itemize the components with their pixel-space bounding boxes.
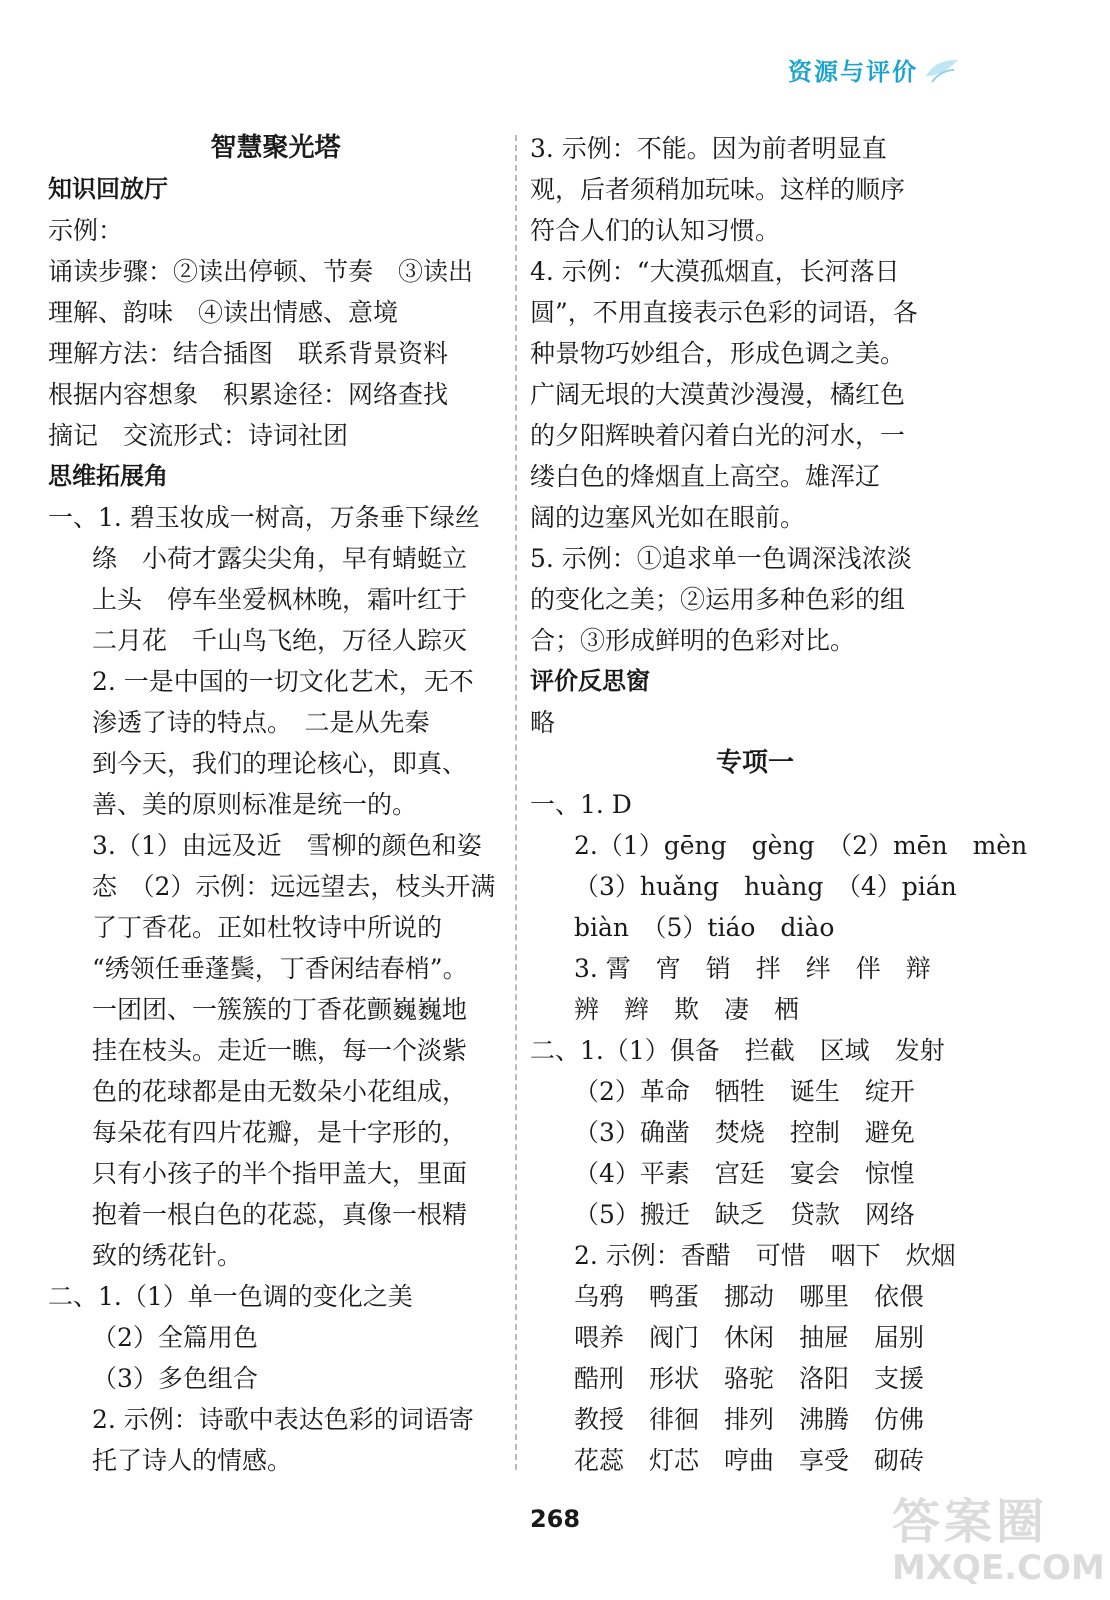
section-heading: 思维拓展角 bbox=[48, 462, 168, 490]
text-line: 态 （2）示例：远远望去，枝头开满 bbox=[92, 872, 496, 901]
text-line: 教授 徘徊 排列 沸腾 仿佛 bbox=[574, 1405, 925, 1434]
text-line: 了丁香花。正如杜牧诗中所说的 bbox=[92, 913, 443, 942]
text-line: 托了诗人的情感。 bbox=[92, 1446, 293, 1475]
text-line: 2.（1）gēng gèng （2）mēn mèn bbox=[574, 831, 1028, 860]
text-line: 理解、韵味 ④读出情感、意境 bbox=[48, 298, 399, 327]
text-line: （2）革命 牺牲 诞生 绽开 bbox=[574, 1077, 915, 1106]
text-line: 乌鸦 鸭蛋 挪动 哪里 依偎 bbox=[574, 1282, 925, 1311]
text-line: 理解方法：结合插图 联系背景资料 bbox=[48, 339, 449, 368]
text-line: （3）多色组合 bbox=[92, 1364, 258, 1393]
text-line: 3.（1）由远及近 雪柳的颜色和姿 bbox=[92, 831, 482, 860]
text-line: 善、美的原则标准是统一的。 bbox=[92, 790, 418, 819]
text-line: “绣领任垂蓬鬓，丁香闲结春梢”。 bbox=[92, 954, 468, 983]
text-line: 渗透了诗的特点。 二是从先秦 bbox=[92, 708, 430, 737]
text-line: 辨 辫 欺 凄 栖 bbox=[574, 995, 800, 1024]
text-line: biàn （5）tiáo diào bbox=[574, 913, 835, 942]
text-line: 只有小孩子的半个指甲盖大，里面 bbox=[92, 1159, 468, 1188]
leaf-decoration-icon bbox=[924, 56, 960, 84]
column-divider bbox=[515, 135, 517, 1470]
text-line: 喂养 阀门 休闲 抽屉 届别 bbox=[574, 1323, 925, 1352]
text-line: 示例： bbox=[48, 216, 124, 245]
section-title: 专项一 bbox=[715, 748, 794, 778]
text-line: 根据内容想象 积累途径：网络查找 bbox=[48, 380, 449, 409]
text-line: 4. 示例：“大漠孤烟直，长河落日 bbox=[530, 257, 900, 286]
text-line: 2. 一是中国的一切文化艺术，无不 bbox=[92, 667, 474, 696]
text-line: 上头 停车坐爱枫林晚，霜叶红于 bbox=[92, 585, 468, 614]
text-line: 二月花 千山鸟飞绝，万径人踪灭 bbox=[92, 626, 468, 655]
text-line: 每朵花有四片花瓣，是十字形的， bbox=[92, 1118, 468, 1147]
text-line: 符合人们的认知习惯。 bbox=[530, 216, 781, 245]
text-line: 一、1. 碧玉妆成一树高，万条垂下绿丝 bbox=[48, 503, 480, 532]
text-line: 3. 示例：不能。因为前者明显直 bbox=[530, 134, 887, 163]
text-line: 挂在枝头。走近一瞧，每一个淡紫 bbox=[92, 1036, 468, 1065]
left-column bbox=[48, 128, 503, 1481]
text-line: 2. 示例：诗歌中表达色彩的词语寄 bbox=[92, 1405, 474, 1434]
text-line: （2）全篇用色 bbox=[92, 1323, 258, 1352]
text-line: 二、1.（1）俱备 拦截 区域 发射 bbox=[530, 1036, 945, 1065]
text-line: 缕白色的烽烟直上高空。雄浑辽 bbox=[530, 462, 881, 491]
text-line: 致的绣花针。 bbox=[92, 1241, 243, 1270]
text-line: 花蕊 灯芯 哼曲 享受 砌砖 bbox=[574, 1446, 925, 1475]
watermark-url: MXQE.COM bbox=[892, 1548, 1105, 1588]
text-line: 诵读步骤：②读出停顿、节奏 ③读出 bbox=[48, 257, 474, 286]
right-column bbox=[530, 128, 1028, 1481]
text-line: 酷刑 形状 骆驼 洛阳 支援 bbox=[574, 1364, 925, 1393]
text-line: 色的花球都是由无数朵小花组成， bbox=[92, 1077, 468, 1106]
watermark-text: 答案圈 bbox=[892, 1494, 1049, 1550]
text-line: 5. 示例：①追求单一色调深浅浓淡 bbox=[530, 544, 912, 573]
page-number: 268 bbox=[529, 1505, 581, 1533]
text-line: 阔的边塞风光如在眼前。 bbox=[530, 503, 806, 532]
text-line: 一团团、一簇簇的丁香花颤巍巍地 bbox=[92, 995, 468, 1024]
text-line: 观，后者须稍加玩味。这样的顺序 bbox=[530, 175, 906, 204]
text-line: 种景物巧妙组合，形成色调之美。 bbox=[530, 339, 906, 368]
text-line: 抱着一根白色的花蕊，真像一根精 bbox=[92, 1200, 468, 1229]
text-line: 的变化之美；②运用多种色彩的组 bbox=[530, 585, 906, 614]
text-line: 2. 示例：香醋 可惜 咽下 炊烟 bbox=[574, 1241, 956, 1270]
text-line: （3）huǎng huàng （4）pián bbox=[574, 872, 957, 901]
text-line: 摘记 交流形式：诗词社团 bbox=[48, 421, 349, 450]
text-line: 绦 小荷才露尖尖角，早有蜻蜓立 bbox=[92, 544, 468, 573]
watermark-logo bbox=[892, 1494, 1105, 1596]
text-line: 3. 霄 宵 销 拌 绊 伴 辩 bbox=[574, 954, 931, 983]
text-line: 广阔无垠的大漠黄沙漫漫，橘红色 bbox=[530, 380, 906, 409]
text-line: 略 bbox=[530, 708, 556, 737]
page-header bbox=[788, 52, 960, 87]
text-line: 到今天，我们的理论核心，即真、 bbox=[92, 749, 468, 778]
text-line: （3）确凿 焚烧 控制 避免 bbox=[574, 1118, 915, 1147]
text-line: （4）平素 宫廷 宴会 惊惶 bbox=[574, 1159, 915, 1188]
section-title: 智慧聚光塔 bbox=[210, 133, 341, 163]
text-line: 一、1. D bbox=[530, 790, 632, 819]
text-line: 的夕阳辉映着闪着白光的河水，一 bbox=[530, 421, 906, 450]
text-line: （5）搬迁 缺乏 贷款 网络 bbox=[574, 1200, 915, 1229]
text-line: 合；③形成鲜明的色彩对比。 bbox=[530, 626, 856, 655]
section-heading: 知识回放厅 bbox=[48, 175, 168, 203]
text-line: 圆”，不用直接表示色彩的词语，各 bbox=[530, 298, 918, 327]
brand-label: 资源与评价 bbox=[788, 58, 918, 86]
text-line: 二、1.（1）单一色调的变化之美 bbox=[48, 1282, 413, 1311]
section-heading: 评价反思窗 bbox=[530, 667, 650, 695]
